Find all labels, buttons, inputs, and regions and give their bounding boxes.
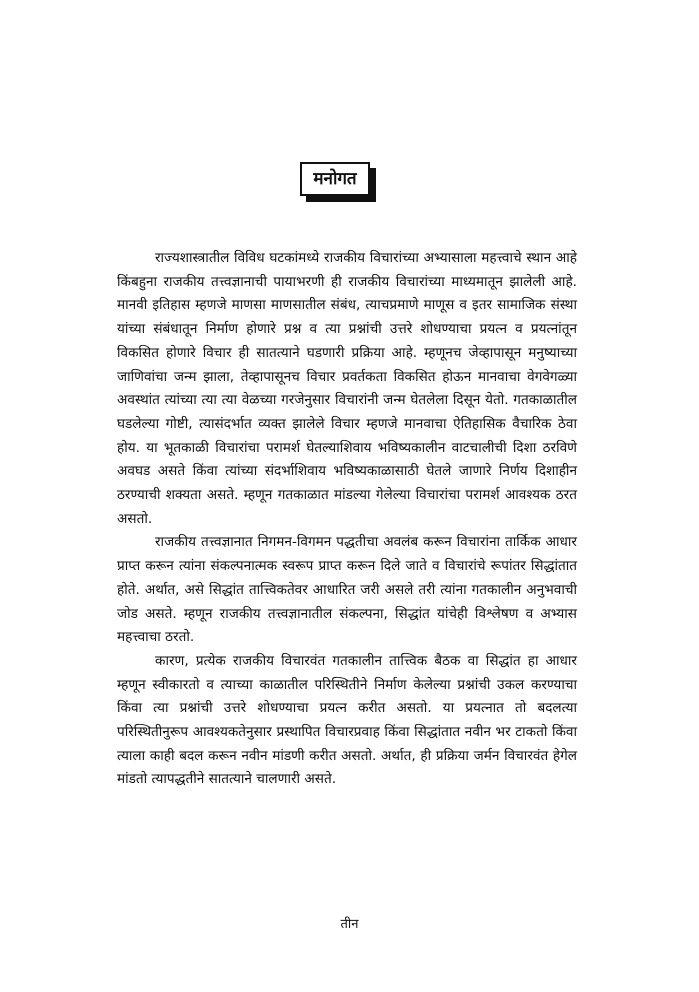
paragraph-3: कारण, प्रत्येक राजकीय विचारवंत गतकालीन तात्त्विक बैठक वा सिद्धांत हा आधार म्हणून स्वीकारतो व त्याच्या काळातील परिस्थितीने निर्माण केलेल्या प्रश्नांची उकल करण्याचा किंवा त्या प्रश्नांची उत्तरे शोधण्याचा प्रयत्न करीत असतो. या प्रयत्नात तो बदलत्या परिस्थितीनुरूप आवश्यकतेनुसार प्रस्थापित विचारप्रवाह किंवा सिद्धांतात नवीन भर टाकतो किंवा त्याला काही बदल करून नवीन मांडणी करीत असतो. अर्थात, ही प्रक्रिया जर्मन विचारवंत हेगेल मांडतो त्यापद्धतीने सातत्याने चालणारी असते. [117,652,577,788]
body-text [117,247,577,792]
paragraph-1: राज्यशास्त्रातील विविध घटकांमध्ये राजकीय विचारांच्या अभ्यासाला महत्त्वाचे स्थान आहे किंबहुना राजकीय तत्त्वज्ञानाची पायाभरणी ही राजकीय विचारांच्या माध्यमातून झालेली आहे. मानवी इतिहास म्हणजे माणसा माणसातील संबंध, त्याचप्रमाणे माणूस व इतर सामाजिक संस्था यांच्या संबंधातून निर्माण होणारे प्रश्न व त्या प्रश्नांची उत्तरे शोधण्याचा प्रयत्न व प्रयत्नांतून विकसित होणारे विचार ही सातत्याने घडणारी प्रक्रिया आहे. म्हणूनच जेव्हापासून मनुष्याच्या जाणिवांचा जन्म झाला, तेव्हापासूनच विचार प्रवर्तकता विकसित होऊन मानवाचा वेगवेगळ्या अवस्थांत त्यांच्या त्या त्या वेळच्या गरजेनुसार विचारांनी जन्म घेतलेला दिसून येतो. गतकाळातील घडलेल्या गोष्टी, त्यासंदर्भात व्यक्त झालेले विचार म्हणजे मानवाचा ऐतिहासिक वैचारिक ठेवा होय. या भूतकाळी विचारांचा परामर्श घेतल्याशिवाय भविष्यकालीन वाटचालीची दिशा ठरविणे अवघड असते किंवा त्यांच्या संदर्भाशिवाय भविष्यकाळासाठी घेतले जाणारे निर्णय दिशाहीन ठरण्याची शक्यता असते. म्हणून गतकाळात मांडल्या गेलेल्या विचारांचा परामर्श आवश्यक ठरत असतो. [117,250,577,527]
page-number: तीन [340,917,359,932]
paragraph-2: राजकीय तत्त्वज्ञानात निगमन-विगमन पद्धतीचा अवलंब करून विचारांना तार्किक आधार प्राप्त करून त्यांना संकल्पनात्मक स्वरूप प्राप्त करून दिले जाते व विचारांचे रूपांतर सिद्धांतात होते. अर्थात, असे सिद्धांत तात्त्विकतेवर आधारित जरी असले तरी त्यांना गतकालीन अनुभवाची जोड असते. म्हणून राजकीय तत्त्वज्ञानातील संकल्पना, सिद्धांत यांचेही विश्लेषण व अभ्यास महत्त्वाचा ठरतो. [117,534,577,646]
page-title: मनोगत [313,168,357,189]
page-title-box [300,162,374,200]
title-frame [300,162,370,196]
